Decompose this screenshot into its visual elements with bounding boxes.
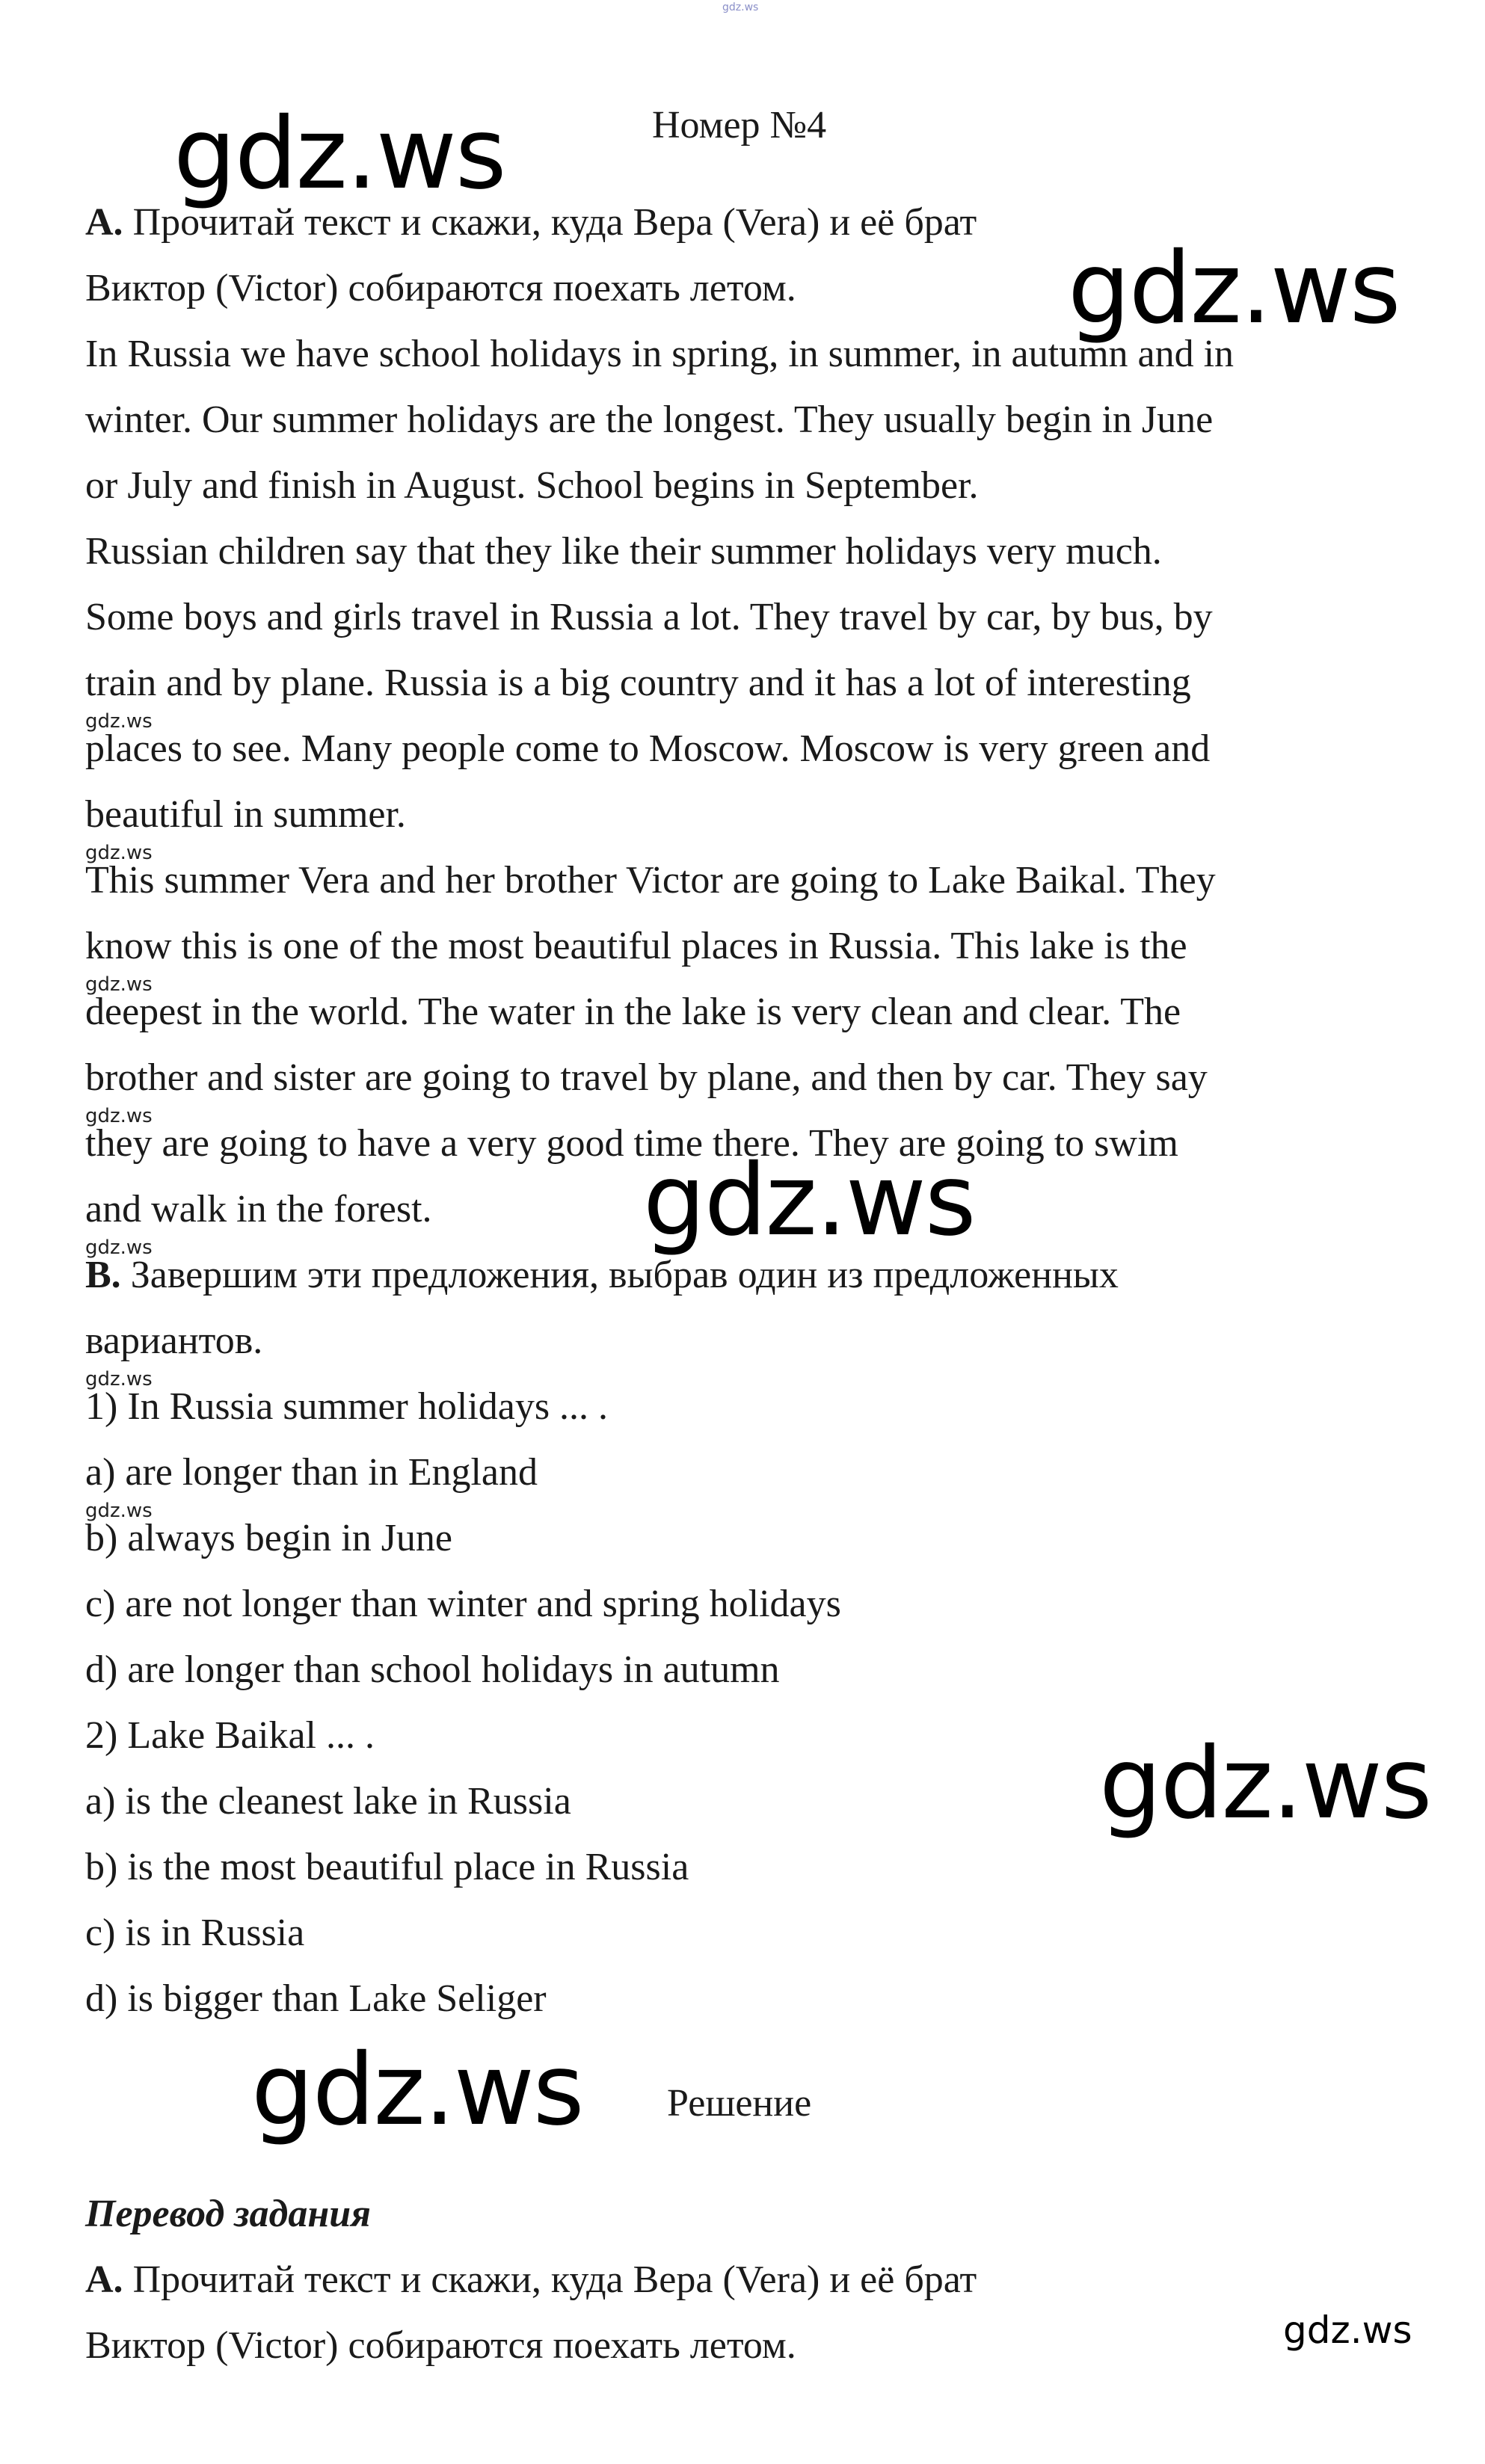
question-1-option: c) are not longer than winter and spring holidays: [85, 1583, 841, 1625]
text-line: know this is one of the most beautiful places in Russia. This lake is the: [85, 925, 1187, 967]
question-1-option: b) always begin in June: [85, 1517, 453, 1559]
task-a-label: А.: [85, 201, 123, 244]
text-line: or July and finish in August. School begins in September.: [85, 464, 979, 507]
watermark-top: gdz.ws: [722, 1, 759, 13]
text-line: In Russia we have school holidays in spring, in summer, in autumn and in: [85, 333, 1235, 375]
watermark-small: gdz.ws: [85, 710, 153, 733]
question-1-stem: 1) In Russia summer holidays ... .: [85, 1385, 609, 1428]
text-line: winter. Our summer holidays are the longest. They usually begin in June: [85, 398, 1214, 441]
watermark-small: gdz.ws: [85, 1236, 153, 1259]
watermark-small: gdz.ws: [85, 842, 153, 864]
text-line: Russian children say that they like their summer holidays very much.: [85, 530, 1162, 573]
question-2-option: c) is in Russia: [85, 1912, 305, 1954]
text-line: deepest in the world. The water in the lake is very clean and clear. The: [85, 991, 1181, 1033]
watermark-large-5: gdz.ws: [251, 2033, 583, 2148]
task-b-line-1: [85, 1253, 1119, 1298]
text-line: Some boys and girls travel in Russia a lot. They travel by car, by bus, by: [85, 596, 1213, 638]
watermark-small: gdz.ws: [85, 973, 153, 996]
task-b-line-2: вариантов.: [85, 1319, 263, 1362]
translation-line-1: [85, 2258, 977, 2303]
watermark-small: gdz.ws: [85, 1368, 153, 1390]
question-2-option: d) is bigger than Lake Seliger: [85, 1977, 547, 2020]
watermark-large-4: gdz.ws: [1099, 1726, 1431, 1841]
translation-line-2: Виктор (Victor) собираются поехать летом.: [85, 2324, 796, 2367]
watermark-large-2: gdz.ws: [1068, 231, 1400, 346]
translation-label: А.: [85, 2258, 123, 2301]
text-line: and walk in the forest.: [85, 1188, 432, 1231]
task-b-label: В.: [85, 1254, 121, 1296]
question-2-option: b) is the most beautiful place in Russia: [85, 1846, 689, 1888]
watermark-large-1: gdz.ws: [173, 96, 505, 212]
translation-text-1: Прочитай текст и скажи, куда Вера (Vera) и её брат: [132, 2258, 977, 2301]
text-line: brother and sister are going to travel by plane, and then by car. They say: [85, 1056, 1208, 1099]
task-b-text-1: Завершим эти предложения, выбрав один из предложенных: [130, 1254, 1119, 1296]
text-line: This summer Vera and her brother Victor are going to Lake Baikal. They: [85, 859, 1216, 902]
watermark-medium: gdz.ws: [1283, 2309, 1412, 2352]
watermark-small: gdz.ws: [85, 1500, 153, 1522]
watermark-small: gdz.ws: [85, 1105, 153, 1127]
task-a-line-2: Виктор (Victor) собираются поехать летом.: [85, 267, 796, 309]
question-2-stem: 2) Lake Baikal ... .: [85, 1714, 375, 1757]
solution-label: Решение: [667, 2082, 812, 2125]
question-1-option: a) are longer than in England: [85, 1451, 538, 1494]
task-a-line-1: [85, 200, 977, 245]
text-line: beautiful in summer.: [85, 793, 406, 836]
task-a-text-1: Прочитай текст и скажи, куда Вера (Vera) и её брат: [132, 201, 977, 244]
text-line: train and by plane. Russia is a big country and it has a lot of interesting: [85, 662, 1191, 704]
question-1-option: d) are longer than school holidays in autumn: [85, 1648, 780, 1691]
question-2-option: a) is the cleanest lake in Russia: [85, 1780, 571, 1823]
watermark-large-3: gdz.ws: [643, 1143, 975, 1258]
page-title: Номер №4: [652, 104, 827, 147]
text-line: places to see. Many people come to Moscow. Moscow is very green and: [85, 727, 1211, 770]
text-line: they are going to have a very good time there. They are going to swim: [85, 1122, 1178, 1165]
translation-heading: Перевод задания: [85, 2193, 371, 2235]
